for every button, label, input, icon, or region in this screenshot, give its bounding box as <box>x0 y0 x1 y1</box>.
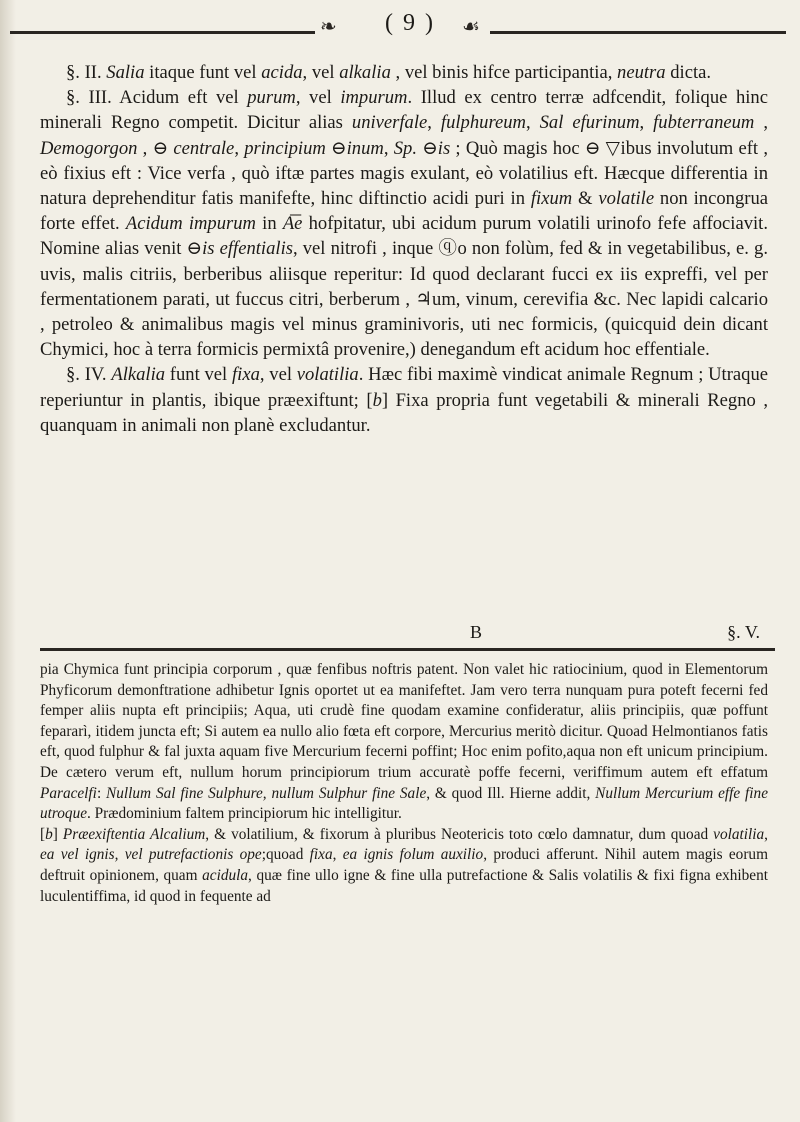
page-header <box>200 4 600 40</box>
footnote-continued: pia Chymica funt principia corporum , quæ fenfibus noftris patent. Non valet hic ratiocinium, quod in Elementorum Phyficorum demonftratione adhibetur Ignis oportet ut ea manifeftet. Jam vero terra nunquam pura poteft fecerni fed femper aliis nupta eft principiis; Aqua, uti crudè fine quodam examine confideratur, aliis principiis, quæ poffunt fepararì, itidem juncta eft; Si autem ea nullo alio fœta eft corpore, Mercurius meritò dicitur. Quoad Helmontianos fatis eft, quod fulphur & fal juxta aquam five Mercurium fecerni poffint; Hoc enim pofito,aqua non eft unicum principium. De cætero verum eft, nullum horum principiorum trium accuratè poffe fecerni, veriffimum autem eft effatum Paracelfi: Nullum Sal fine Sulphure, nullum Sulphur fine Sale, & quod Ill. Hierne addit, Nullum Mercurium effe fine utroque. Prædominium faltem principiorum hic intelligitur. <box>40 661 768 823</box>
paragraph-2: §. II. Salia itaque funt vel acida, vel alkalia , vel binis hifce participantia, neutra dicta. <box>66 62 712 83</box>
ornament-right-icon: ☙ <box>462 16 480 38</box>
section-number: §. III. <box>66 87 112 109</box>
section-number: §. IV. <box>66 364 107 386</box>
page-footer <box>40 620 770 644</box>
signature-mark: B <box>470 622 483 642</box>
page-number: ( 9 ) <box>385 10 435 36</box>
section-number: §. II. <box>66 62 102 83</box>
main-text <box>40 60 768 438</box>
header-rule-left <box>10 31 315 34</box>
footnotes <box>40 660 768 907</box>
footnote-rule <box>40 648 775 651</box>
ornament-left-icon: ❧ <box>320 16 337 38</box>
paragraph-3: §. III. Acidum eft vel purum, vel impurum. Illud ex centro terræ adfcendit, folique hinc minerali Regno competit. Dicitur alias univerfale, fulphureum, Sal efurinum, fubterraneum , Demogorgon , ⊖ centrale, principium ⊖inum, Sp. ⊖is ; Quò magis hoc ⊖ ▽ibus involutum eft , eò fixius eft : Vice verfa , quò iftæ partes magis exulant, eò volatilius eft. Hæcque differentia in natura deprehenditur fatis manifefte, hinc diftinctio acidi puri in fixum & volatile non incongrua forte effet. Acidum impurum in A͞e hofpitatur, ubi acidum purum volatili urinofo fefe affociavit. Nomine alias venit ⊖is effentialis, vel nitrofi , inque ⓠo non folùm, fed & in vegetabilibus, e. g. uvis, malis citriis, berberibus aliisque reperitur: Id quod declarant fucci ex iis expreffi, vel per fermentationem parati, ut fuccus citri, berberum , ♃um, vinum, cerevifia &c. Nec lapidi calcario , petroleo & animalibus magis vel minus graminivoris, uti nec formicis, (quicquid dein dicant Chymici, hoc à terra formicis permixtâ provenire,) denegandum eft acidum hoc effentiale. <box>40 87 769 361</box>
paragraph-4: §. IV. Alkalia funt vel fixa, vel volatilia. Hæc fibi maximè vindicat animale Regnum ; Utraque reperiuntur in plantis, ibique præexiftunt; [b] Fixa propria funt vegetabili & minerali Regno , quanquam in animali non planè excludantur. <box>40 364 769 436</box>
catchword: §. V. <box>727 622 760 642</box>
footnote-b: [b] Præexiftentia Alcalium, & volatilium, & fixorum à pluribus Neotericis toto cœlo damnatur, dum quoad volatilia, ea vel ignis, vel putrefactionis ope;quoad fixa, ea ignis folum auxilio, produci afferunt. Nihil autem magis eorum deftruit opinionem, quam acidula, quæ fine ullo igne & fine ulla putrefactione & Salis volatilis & fixi figna exhibent luculentiffima, id quod in fequente ad <box>40 825 768 905</box>
header-rule-right <box>490 31 786 34</box>
binding-shadow <box>0 0 16 1122</box>
